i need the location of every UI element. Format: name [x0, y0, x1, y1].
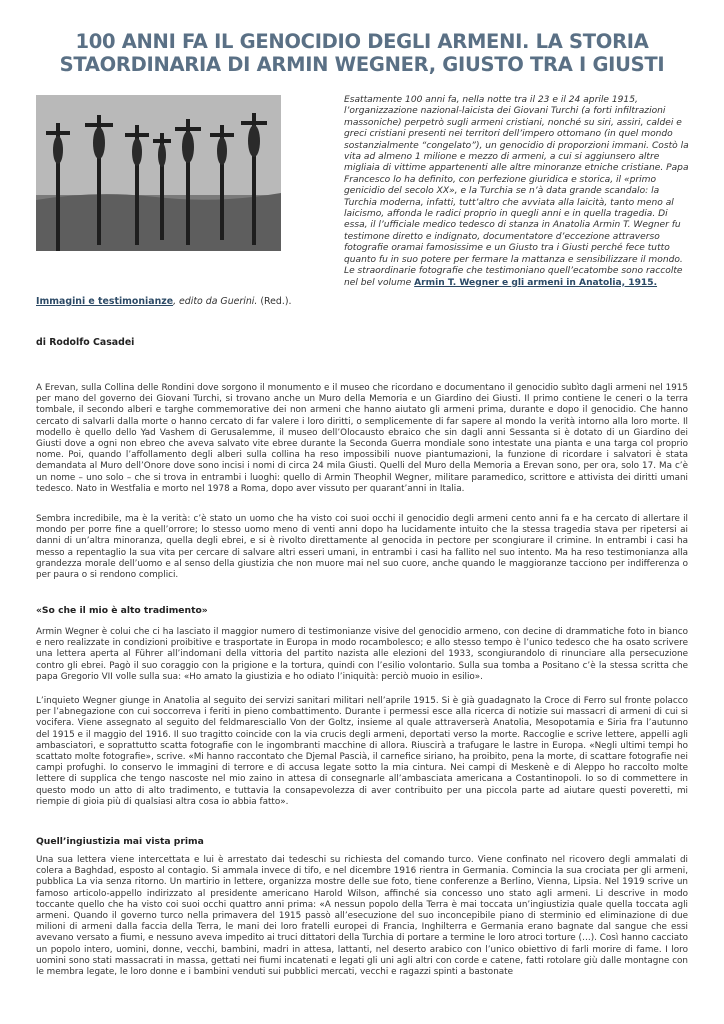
- intro-paragraph: [344, 95, 689, 289]
- author-byline: di Rodolfo Casadei: [36, 337, 135, 348]
- book-link[interactable]: Armin T. Wegner e gli armeni in Anatolia, 1915.: [414, 277, 658, 288]
- caption-link[interactable]: Immagini e testimonianze: [36, 296, 174, 307]
- article-paragraph: L’inquieto Wegner giunge in Anatolia al seguito dei servizi sanitari militari nell’aprile 1915. Si è già guadagnato la Croce di Ferro sul fronte polacco per l’abnegazione con cui soccorreva i feriti in pieno combattimento. Durante i permessi esce alla ricerca di notizie sui massacri di armeni di cui si vocifera. Viene assegnato al seguito del feldmaresciallo Von der Goltz, insieme al quale attraverserà Anatolia, Mesopotamia e Siria fra l’autunno del 1915 e il maggio del 1916. Il suo tragitto coincide con la via crucis degli armeni, deportati verso la morte. Raccoglie e scrive lettere, appelli agli ambasciatori, e soprattutto scatta fotografie con le ingombranti macchine di allora. Riuscirà a trafugare le lastre in Europa. «Negli ultimi tempi ho scattato molte fotografie», scrive. «Mi hanno raccontato che Djemal Pascià, il carnefice siriano, ha proibito, pena la morte, di scattare fotografie nei campi profughi. Io conservo le immagini di terrore e di accusa legate sotto la mia cintura. Nei campi di Meskenè e di Aleppo ho raccolto molte lettere di supplica che tengo nascoste nel mio zaino in attesa di consegnarle all’ambasciata americana a Costantinopoli. Io so di commettere in questo modo un atto di alto tradimento, e tuttavia la consapevolezza di aver contribuito per una piccola parte ad aiutare questi poveretti, mi riempie di gioia più di qualsiasi altra cosa io abbia fatto».: [36, 696, 688, 807]
- article-paragraph: Armin Wegner è colui che ci ha lasciato il maggior numero di testimonianze visive del genocidio armeno, con decine di drammatiche foto in bianco e nero realizzate in condizioni proibitive e trasportate in Europa in modo rocambolesco; e allo stesso tempo è l’unico tedesco che ha osato scrivere una lettera aperta al Führer all’indomani della vittoria del partito nazista alle elezioni del 1933, scongiurandolo di rinunciare alla persecuzione contro gli ebrei. Pagò il suo coraggio con la prigione e la tortura, quindi con l’esilio volontario. Sulla sua tomba a Positano c’è la stessa scritta che papa Gregorio VII volle sulla sua: «Ho amato la giustizia e ho odiato l’iniquità: perciò muoio in esilio».: [36, 627, 688, 682]
- page-title: 100 ANNI FA IL GENOCIDIO DEGLI ARMENI. LA STORIA STAORDINARIA DI ARMIN WEGNER, GIUSTO TRA I GIUSTI: [59, 30, 665, 76]
- caption-publisher: , edito da Guerini.: [173, 296, 258, 307]
- photo-caption: [36, 296, 336, 307]
- article-paragraph: Una sua lettera viene intercettata e lui è arrestato dai tedeschi su richiesta del comando turco. Viene confinato nel ricovero degli ammalati di colera a Baghdad, esposto al contagio. Si ammala invece di tifo, e nel dicembre 1916 rientra in Germania. Comincia la sua crociata per gli armeni, pubblica La via senza ritorno. Un martirio in lettere, organizza mostre delle sue foto, tiene conferenze a Berlino, Vienna, Lipsia. Nel 1919 scrive un famoso articolo-appello indirizzato al presidente americano Harold Wilson, affinché sia concesso uno stato agli armeni. Li descrive in modo toccante quello che ha visto coi suoi occhi quattro anni prima: «A nessun popolo della Terra è mai toccata un’ingiustizia quale quella toccata agli armeni. Quando il governo turco nella primavera del 1915 passò all’esecuzione del suo inconcepibile piano di sterminio ed eliminazione di due milioni di armeni dalla faccia della Terra, le mani dei loro fratelli europei di Francia, Inghilterra e Germania erano bagnate dal sangue che essi avevano versato a fiumi, e nessuno aveva impedito ai truci dittatori della Turchia di portare a termine le loro atroci torture (…). Così hanno cacciato un popolo intero, uomini, donne, vecchi, bambini, madri in attesa, lattanti, nel deserto arabico con l’unico obiettivo di farli morire di fame. I loro uomini sono stati massacrati in massa, gettati nei fiumi incatenati e legati gli uni agli altri con corde e catene, fatti rotolare giù dalle montagne con le membra legate, le loro donne e i bambini venduti sui pubblici mercati, vecchi e ragazzi spinti a bastonate: [36, 855, 688, 978]
- article-paragraph: Sembra incredibile, ma è la verità: c’è stato un uomo che ha visto coi suoi occhi il genocidio degli armeni cento anni fa e ha cercato di allertare il mondo per porre fine a quell’orrore; lo stesso uomo meno di venti anni dopo ha lucidamente intuito che la stessa tragedia stava per ripetersi ai danni di un’altra minoranza, quella degli ebrei, e si è rivolto direttamente al genocida in pectore per scongiurare il crimine. In entrambi i casi ha messo a repentaglio la sua vita per cercare di salvare altri esseri umani, in entrambi i casi ha fallito nel suo intento. Ma ha reso testimonianza alla grandezza morale dell’uomo e al senso della giustizia che non muore mai nel suo cuore, anche quando le maggioranze tacciono per indifferenza o per paura o si rendono complici.: [36, 514, 688, 581]
- section-heading: «So che il mio è alto tradimento»: [36, 605, 208, 616]
- caption-note: (Red.).: [257, 296, 292, 307]
- article-paragraph: A Erevan, sulla Collina delle Rondini dove sorgono il monumento e il museo che ricordano e documentano il genocidio subìto dagli armeni nel 1915 per mano del governo dei Giovani Turchi, si trovano anche un Muro della Memoria e un Giardino dei Giusti. Il primo contiene le ceneri o la terra tombale, il secondo alberi e targhe commemorative dei non armeni che hanno aiutato gli armeni prima, durante e dopo il genocidio. Che hanno cercato di salvarli dalla morte o hanno cercato di far valere i loro diritti, o semplicemente di far sapere al mondo la verità intorno alla loro morte. Il modello è quello dello Yad Vashem di Gerusalemme, il museo dell’Olocausto ebraico che sin dagli anni Sessanta si è dotato di un Giardino dei Giusti dove a ogni non ebreo che aveva salvato vite ebree durante la Seconda Guerra mondiale sono intestate una pianta e una targa col proprio nome. Poi, quando l’affollamento degli alberi sulla collina ha reso impossibili nuove piantumazioni, la funzione di ricordare i salvatori è stata demandata al Muro dell’Onore dove sono incisi i nomi di circa 24 mila Giusti. Quelli del Muro della Memoria a Erevan sono, per ora, solo 17. Ma c’è un nome – uno solo – che si trova in entrambi i luoghi: quello di Armin Theophil Wegner, militare paramedico, scrittore e attivista dei diritti umani tedesco. Nato in Westfalia e morto nel 1978 a Roma, dopo aver vissuto per quarant’anni in Italia.: [36, 383, 688, 494]
- section-heading: Quell’ingiustizia mai vista prima: [36, 836, 204, 847]
- intro-text: Esattamente 100 anni fa, nella notte tra il 23 e il 24 aprile 1915, l’organizzazione nazional-laicista dei Giovani Turchi (a forti infiltrazioni massoniche) perpetrò sugli armeni cristiani, nonché su siri, assiri, caldei e greci cristiani presenti nei territori dell’impero ottomano (in quel mondo sostanzialmente “congelato”), un genocidio di proporzioni immani. Costò la vita ad almeno 1 milione e mezzo di armeni, a cui si aggiunsero altre migliaia di vittime appartenenti alle altre minoranze etniche cristiane. Papa Francesco lo ha definito, con perfezione giuridica e storica, il «primo genicidio del secolo XX», e la Turchia se n’à data grande scandalo: la Turchia moderna, infatti, tutt’altro che avviata alla laicità, tanto meno al laicismo, affonda le radici proprio in quegli anni e in quella tragedia. Di essa, il l’ufficiale medico tedesco di stanza in Anatolia Armin T. Wegner fu testimone diretto e indignato, documentatore d’eccezione attraverso fotografie oramai famosissime e un Giusto tra i Giusti perché fece tutto quanto fu in suo potere per fermare la mattanza e sensibilizzare il mondo. Le straordinarie fotografie che testimoniano quell’ecatombe sono raccolte nel bel volume: [344, 95, 689, 288]
- crucifixion-photo: [36, 95, 281, 251]
- crucifixion-photo-drawing: [36, 95, 281, 251]
